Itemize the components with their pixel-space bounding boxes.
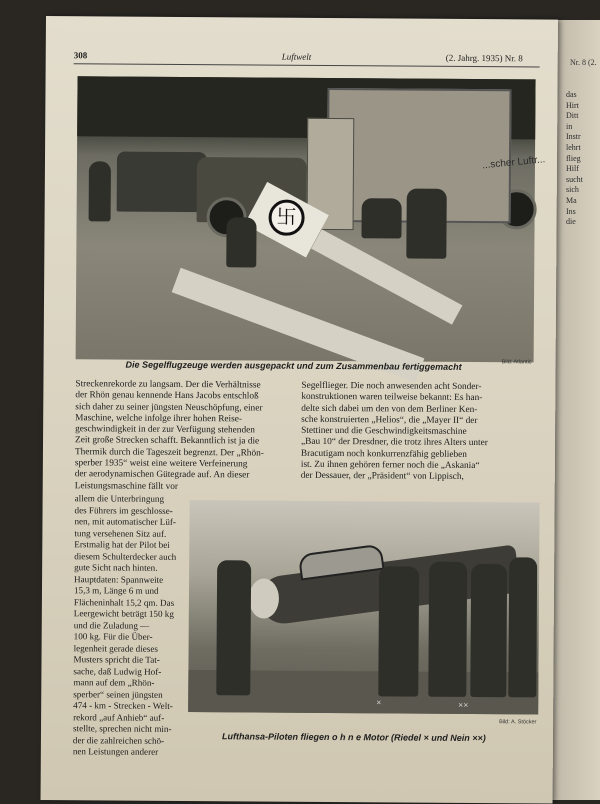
photo-credit: Bild: A. Stöcker [499, 719, 537, 726]
text-line: der aerodynamischen Gütegrade auf. An dieser [74, 469, 250, 481]
text-line: gute Sicht nach hinten. [74, 562, 158, 573]
text-line: der Rhön genau kennende Hans Jacobs entschloß [75, 390, 259, 402]
text-line: stellte, sprechen nicht min- [72, 723, 172, 734]
text-line: Leergewicht beträgt 150 kg [73, 608, 174, 619]
text-line: „Bau 10“ der Dresdner, die trotz ihres Alters unter [300, 437, 488, 449]
text-line: rekord „auf Anhieb“ auf- [73, 711, 165, 723]
text-line: konstruktionen waren teilweise bekannt: Es han- [301, 392, 483, 404]
worker [406, 189, 446, 259]
text-line: Ins [566, 206, 576, 216]
text-line: Hilf [566, 164, 579, 174]
pilot [216, 560, 251, 695]
text-line: geschwindigkeit in der zur Verfügung stehenden [75, 424, 255, 436]
worker [226, 217, 256, 267]
tail-emblem-icon: 卐 [268, 200, 304, 236]
text-line: der Dessauer, der „Präsident“ von Lippisch, [300, 471, 464, 483]
text-line: die [566, 217, 576, 227]
adjacent-page-header: Nr. 8 (2. [570, 58, 597, 67]
text-line: diesem Schulterdecker auch [74, 550, 177, 562]
text-line: sucht [566, 174, 583, 184]
glider-nose [249, 578, 279, 618]
text-line: Segelflieger. Die noch anwesenden acht Sonder- [301, 380, 482, 393]
issue-info: (2. Jahrg. 1935) Nr. 8 [445, 52, 523, 64]
text-line: tung versehenen Sitz auf. [74, 527, 167, 539]
text-line: 100 kg. Für die Über- [73, 631, 153, 642]
text-line: Hauptdaten: Spannweite [74, 573, 164, 585]
text-line: sich [566, 185, 579, 195]
page-number: 308 [73, 50, 88, 61]
car-left [117, 151, 207, 212]
text-line: Stettiner und die Geschwindigkeitsmaschine [301, 425, 467, 438]
text-line: das [566, 90, 577, 99]
text-line: sperber 1935“ weist eine weitere Verfeinerung [74, 458, 248, 470]
pilot [378, 566, 419, 696]
photo-unpacking-gliders [76, 76, 546, 362]
text-line: und die Zuladung — [73, 619, 150, 631]
text-line: Erstmalig hat der Pilot bei [74, 539, 170, 550]
text-line: sche konstruierten „Helios“, die „Mayer II“ der [301, 414, 478, 426]
text-line: 474 - km - Strecken - Welt- [73, 700, 173, 711]
text-line: Hirt [566, 100, 579, 110]
text-line: Leistungsmaschine fällt vor [74, 480, 179, 492]
magazine-page [41, 16, 558, 804]
photo-caption: Die Segelflugzeuge werden ausgepackt und zum Zusammenbau fertiggemacht [125, 359, 462, 372]
pilot [508, 557, 537, 697]
text-line: Maschine, welche infolge ihrer hohen Reise- [75, 413, 243, 425]
adjacent-page-text [566, 90, 600, 228]
text-line: mann auf dem „Rhön- [73, 677, 155, 688]
text-line: Streckenrekorde zu langsam. Der die Verhältnisse [75, 379, 261, 391]
text-line: Flächeninhalt 15,2 qm. Das [73, 596, 175, 608]
article-column-left-top [75, 379, 294, 493]
text-line: der die zahlreichen schö- [72, 734, 165, 746]
text-line: in [566, 121, 573, 131]
nein-marker: ×× [458, 699, 469, 710]
worker [361, 198, 401, 238]
pilot [428, 562, 467, 697]
text-line: nen Leistungen anderer [72, 746, 159, 757]
text-line: delte sich dabei um den von dem Berliner Ken- [301, 403, 478, 415]
text-line: flieg [566, 153, 581, 163]
photo-lufthansa-pilots [188, 500, 539, 714]
article-column-left-bottom [73, 493, 185, 758]
text-line: legenheit gerade dieses [73, 642, 158, 654]
photo-caption: Lufthansa-Piloten fliegen o h n e Motor (Riedel × und Nein ××) [221, 731, 486, 744]
text-line: Instr [566, 132, 581, 142]
photo-credit: Bild: Atlantic [501, 359, 532, 366]
riedel-marker: × [376, 697, 382, 708]
worker [89, 161, 111, 221]
text-line: lehrt [566, 142, 581, 152]
text-line: Thermik durch die Tageszeit begrenzt. Der „Rhön- [74, 446, 264, 459]
article-column-right-top [301, 381, 536, 484]
text-line: Bracutigam noch konkurrenzfähig geblieben [300, 448, 467, 460]
text-line: Musters spricht die Tat- [73, 654, 160, 665]
text-line: des Führers im geschlosse- [74, 504, 173, 516]
text-line: nen, mit automatischer Lüf- [74, 516, 177, 527]
text-line: sich daher zu seiner jüngsten Neuschöpfung, einer [75, 401, 263, 414]
van-lettering: ...scher Luftr... [481, 154, 546, 172]
text-line: Ma [566, 195, 577, 205]
text-line: Zeit große Strecken schafft. Bekanntlich ist ja die [75, 435, 260, 447]
text-line: ist. Zu ihnen gehören ferner noch die „Askania“ [300, 459, 480, 472]
text-line: allem die Unterbringung [74, 493, 165, 504]
text-line: Ditt [566, 111, 579, 121]
pilot [470, 564, 507, 697]
running-title: Luftwelt [281, 51, 312, 62]
header-rule [74, 63, 540, 67]
text-line: sache, daß Ludwig Hof- [73, 665, 162, 677]
text-line: 15,3 m, Länge 6 m und [73, 585, 159, 596]
text-line: sperber“ seinen jüngsten [73, 688, 163, 700]
